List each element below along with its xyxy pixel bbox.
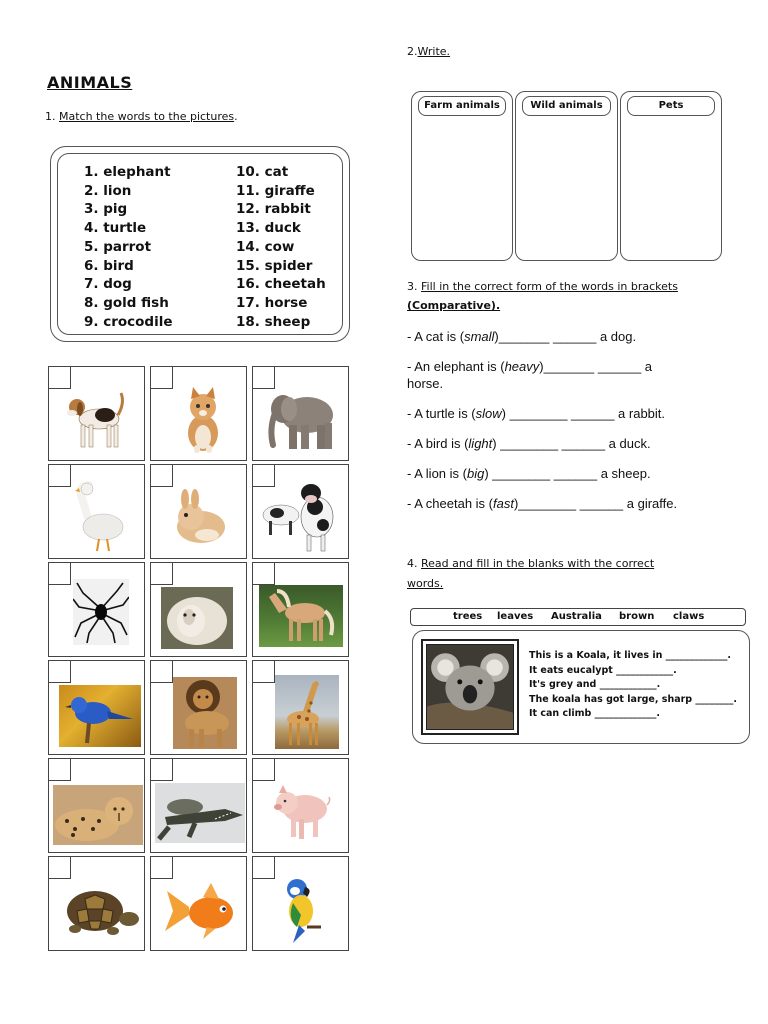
section1-instruction-text: Match the words to the pictures (59, 110, 235, 123)
word-list-box (50, 146, 350, 342)
koala-reading-box (412, 630, 750, 744)
answer-box[interactable] (253, 759, 275, 781)
word-item: 14. cow (236, 238, 295, 255)
koala-icon (427, 645, 513, 729)
crocodile-icon (155, 783, 245, 843)
answer-box[interactable] (151, 759, 173, 781)
koala-picture (426, 644, 514, 730)
word-item: 15. spider (236, 257, 313, 274)
word-item: 17. horse (236, 294, 308, 311)
word-list-inner-border (57, 153, 343, 335)
turtle-icon (55, 881, 141, 941)
word-item: 18. sheep (236, 313, 311, 330)
sort-column-pets[interactable] (620, 91, 722, 261)
word-bank-item: trees (453, 611, 483, 622)
answer-box[interactable] (49, 563, 71, 585)
bracket-word: big (466, 466, 485, 481)
picture-cell-spider (48, 562, 145, 657)
comparative-sentence (407, 496, 677, 511)
comparative-sentence (407, 466, 651, 481)
sentence-text: - A cat is ( (407, 329, 465, 344)
word-item: 6. bird (84, 257, 134, 274)
picture-cell-bird (48, 660, 145, 755)
sentence-continuation: horse. (407, 376, 444, 391)
answer-box[interactable] (49, 857, 71, 879)
picture-cell-giraffe (252, 660, 349, 755)
sort-column-header: Farm animals (418, 96, 506, 116)
answer-box[interactable] (151, 857, 173, 879)
word-item: 1. elephant (84, 164, 171, 180)
section4-instruction-text: Read and fill in the blanks with the correct (421, 557, 655, 570)
picture-cell-duck (48, 464, 145, 559)
answer-box[interactable] (151, 563, 173, 585)
answer-box[interactable] (49, 465, 71, 487)
sort-column-wild-animals[interactable] (515, 91, 618, 261)
answer-box[interactable] (151, 465, 173, 487)
word-bank-item: claws (673, 611, 705, 622)
picture-cell-parrot (252, 856, 349, 951)
gold-fish-icon (163, 877, 239, 943)
picture-cell-cat (150, 366, 247, 461)
duck-icon (75, 481, 127, 555)
picture-grid (48, 366, 350, 954)
sheep-icon (161, 587, 233, 649)
horse-icon (259, 585, 343, 647)
sentence-text: - A lion is ( (407, 466, 467, 481)
comparative-sentence (407, 359, 652, 374)
word-list-column-2 (236, 163, 326, 331)
bracket-word: fast (493, 496, 514, 511)
sentence-blank[interactable]: ) ________ ______ a sheep. (484, 466, 651, 481)
cat-icon (181, 385, 225, 455)
section4-instruction (407, 557, 654, 570)
sentence-blank[interactable]: )_______ ______ a dog. (494, 329, 637, 344)
section1-instruction (45, 110, 238, 123)
lion-icon (173, 677, 237, 749)
section3-number: 3. (407, 280, 418, 293)
answer-box[interactable] (151, 661, 173, 683)
comparative-sentence (407, 436, 651, 451)
word-item: 8. gold fish (84, 294, 169, 311)
answer-box[interactable] (253, 857, 275, 879)
picture-cell-sheep (150, 562, 247, 657)
picture-cell-dog (48, 366, 145, 461)
comparative-sentence (407, 329, 636, 344)
bird-icon (59, 685, 141, 747)
sentence-blank[interactable]: )_______ ______ a (539, 359, 653, 374)
picture-cell-cheetah (48, 758, 145, 853)
sort-column-farm-animals[interactable] (411, 91, 513, 261)
section4-number: 4. (407, 557, 418, 570)
sentence-text: - A cheetah is ( (407, 496, 493, 511)
koala-picture-frame (421, 639, 519, 735)
section3-instruction-text: Fill in the correct form of the words in brackets (421, 280, 678, 293)
answer-box[interactable] (49, 661, 71, 683)
word-item: 7. dog (84, 276, 132, 293)
picture-cell-elephant (252, 366, 349, 461)
pig-icon (269, 783, 333, 843)
section1-instruction-end: . (234, 110, 238, 123)
bracket-word: slow (475, 406, 502, 421)
word-bank-item: brown (619, 611, 655, 622)
picture-cell-pig (252, 758, 349, 853)
word-bank (410, 608, 746, 626)
parrot-icon (279, 875, 329, 945)
koala-sentence[interactable]: It eats eucalypt ____________. (529, 664, 677, 676)
word-item: 12. rabbit (236, 201, 311, 218)
koala-sentence[interactable]: The koala has got large, sharp ________. (529, 693, 738, 705)
page-title: ANIMALS (47, 73, 133, 92)
sentence-blank[interactable]: ) ________ ______ a rabbit. (501, 406, 666, 421)
sentence-blank[interactable]: )________ ______ a giraffe. (513, 496, 678, 511)
picture-cell-cow (252, 464, 349, 559)
comparative-sentence (407, 406, 665, 421)
bracket-word: heavy (504, 359, 540, 374)
picture-cell-crocodile (150, 758, 247, 853)
answer-box[interactable] (253, 563, 275, 585)
section2-instruction-text: Write. (417, 45, 451, 58)
sentence-text: - A turtle is ( (407, 406, 476, 421)
word-list-column-1 (84, 163, 173, 331)
answer-box[interactable] (49, 759, 71, 781)
sentence-text: - An elephant is ( (407, 359, 505, 374)
picture-cell-lion (150, 660, 247, 755)
koala-sentence[interactable]: It can climb _____________. (529, 708, 661, 719)
word-item: 13. duck (236, 220, 301, 237)
rabbit-icon (171, 489, 229, 547)
cow-icon (259, 481, 343, 555)
giraffe-icon (275, 675, 339, 749)
section3-subtitle: (Comparative). (407, 299, 501, 312)
picture-cell-horse (252, 562, 349, 657)
answer-box[interactable] (151, 367, 173, 389)
picture-cell-rabbit (150, 464, 247, 559)
section3-instruction (407, 280, 678, 293)
picture-cell-turtle (48, 856, 145, 951)
word-bank-item: Australia (551, 611, 602, 622)
sentence-text: - A bird is ( (407, 436, 469, 451)
word-bank-item: leaves (497, 611, 534, 622)
section2-instruction (407, 45, 450, 58)
section2-number: 2. (407, 45, 418, 58)
answer-box[interactable] (253, 661, 275, 683)
section4-instruction-line2: words. (407, 577, 444, 590)
bracket-word: small (464, 329, 495, 344)
koala-sentence[interactable]: This is a Koala, it lives in _____________. (529, 650, 732, 661)
word-item: 4. turtle (84, 220, 147, 237)
section1-number: 1. (45, 110, 56, 123)
spider-icon (73, 579, 129, 645)
koala-text (529, 649, 737, 722)
sort-column-header: Pets (627, 96, 715, 116)
sentence-blank[interactable]: ) ________ ______ a duck. (492, 436, 651, 451)
bracket-word: light (468, 436, 493, 451)
word-item: 10. cat (236, 164, 289, 180)
koala-sentence[interactable]: It's grey and ____________. (529, 679, 661, 690)
word-item: 5. parrot (84, 238, 152, 255)
sort-column-header: Wild animals (522, 96, 611, 116)
word-item: 11. giraffe (236, 182, 315, 199)
picture-cell-gold-fish (150, 856, 247, 951)
elephant-icon (261, 385, 341, 455)
word-item: 3. pig (84, 201, 128, 218)
dog-icon (63, 385, 133, 455)
cheetah-icon (53, 785, 143, 845)
word-item: 9. crocodile (84, 313, 173, 330)
word-item: 16. cheetah (236, 276, 326, 293)
word-item: 2. lion (84, 182, 132, 199)
